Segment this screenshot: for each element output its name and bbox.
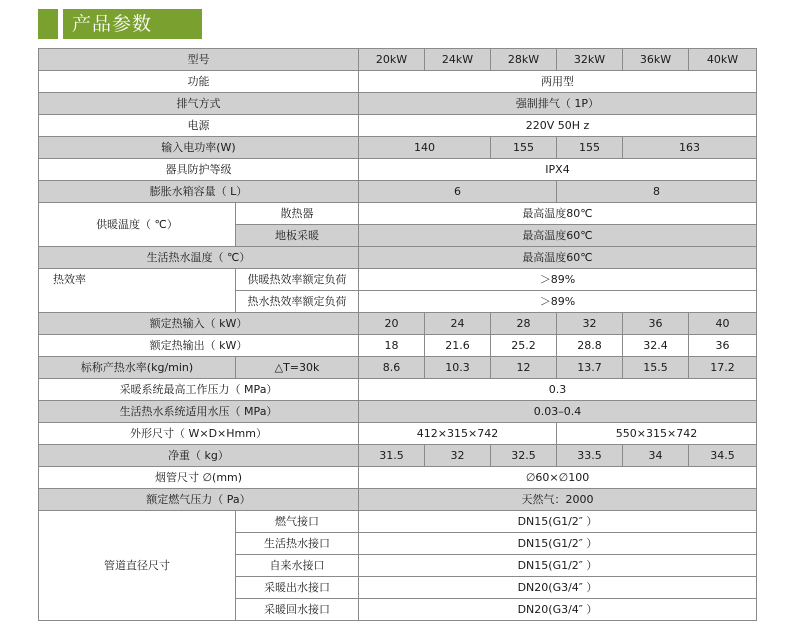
input-power-cell: 155 bbox=[557, 137, 623, 159]
radiator-value: 最高温度80℃ bbox=[359, 203, 757, 225]
heat-output-cell: 21.6 bbox=[425, 335, 491, 357]
row-tank bbox=[39, 181, 757, 203]
hot-water-temp-label: 生活热水温度（ ℃） bbox=[39, 247, 359, 269]
eff-heating-value: ＞89% bbox=[359, 269, 757, 291]
row-gas-pressure bbox=[39, 489, 757, 511]
row-heating-radiator bbox=[39, 203, 757, 225]
pipe-item-value: DN15(G1/2″ ） bbox=[359, 555, 757, 577]
flow-dt-label: △T=30k bbox=[236, 357, 359, 379]
weight-cell: 32 bbox=[425, 445, 491, 467]
heat-input-cell: 32 bbox=[557, 313, 623, 335]
weight-cell: 33.5 bbox=[557, 445, 623, 467]
row-function bbox=[39, 71, 757, 93]
gas-pressure-value: 天然气：2000 bbox=[359, 489, 757, 511]
pipe-item-label: 燃气接口 bbox=[236, 511, 359, 533]
heat-input-cell: 36 bbox=[623, 313, 689, 335]
pipe-label: 管道直径尺寸 bbox=[39, 511, 236, 621]
row-protection bbox=[39, 159, 757, 181]
model-label: 型号 bbox=[39, 49, 359, 71]
heat-output-cell: 32.4 bbox=[623, 335, 689, 357]
model-cell: 32kW bbox=[557, 49, 623, 71]
pipe-item-label: 自来水接口 bbox=[236, 555, 359, 577]
water-pressure-label: 生活热水系统适用水压（ MPa） bbox=[39, 401, 359, 423]
row-input-power bbox=[39, 137, 757, 159]
row-power bbox=[39, 115, 757, 137]
row-heating-pressure bbox=[39, 379, 757, 401]
exhaust-value: 强制排气（ 1P） bbox=[359, 93, 757, 115]
heat-input-cell: 20 bbox=[359, 313, 425, 335]
weight-cell: 32.5 bbox=[491, 445, 557, 467]
flow-cell: 10.3 bbox=[425, 357, 491, 379]
weight-cell: 34.5 bbox=[689, 445, 757, 467]
protection-value: IPX4 bbox=[359, 159, 757, 181]
section-header bbox=[38, 9, 268, 39]
power-value: 220V 50H z bbox=[359, 115, 757, 137]
function-value: 两用型 bbox=[359, 71, 757, 93]
dimensions-cell: 550×315×742 bbox=[557, 423, 757, 445]
flue-label: 烟管尺寸 ∅(mm) bbox=[39, 467, 359, 489]
tank-cell: 8 bbox=[557, 181, 757, 203]
flow-cell: 15.5 bbox=[623, 357, 689, 379]
spec-table bbox=[38, 48, 757, 621]
weight-cell: 34 bbox=[623, 445, 689, 467]
efficiency-label: 热效率 bbox=[39, 269, 236, 313]
row-flow bbox=[39, 357, 757, 379]
row-heat-input bbox=[39, 313, 757, 335]
flow-cell: 13.7 bbox=[557, 357, 623, 379]
weight-label: 净重（ kg） bbox=[39, 445, 359, 467]
dimensions-cell: 412×315×742 bbox=[359, 423, 557, 445]
flow-cell: 12 bbox=[491, 357, 557, 379]
model-cell: 36kW bbox=[623, 49, 689, 71]
heat-input-cell: 28 bbox=[491, 313, 557, 335]
flow-cell: 8.6 bbox=[359, 357, 425, 379]
pipe-item-label: 采暖回水接口 bbox=[236, 599, 359, 621]
row-water-pressure bbox=[39, 401, 757, 423]
eff-water-label: 热水热效率额定负荷 bbox=[236, 291, 359, 313]
pipe-item-value: DN15(G1/2″ ） bbox=[359, 511, 757, 533]
pipe-item-value: DN20(G3/4″ ） bbox=[359, 599, 757, 621]
pipe-item-label: 生活热水接口 bbox=[236, 533, 359, 555]
heating-pressure-label: 采暖系统最高工作压力（ MPa） bbox=[39, 379, 359, 401]
model-cell: 24kW bbox=[425, 49, 491, 71]
heat-input-cell: 24 bbox=[425, 313, 491, 335]
radiator-label: 散热器 bbox=[236, 203, 359, 225]
model-cell: 20kW bbox=[359, 49, 425, 71]
row-hot-water-temp bbox=[39, 247, 757, 269]
row-dimensions bbox=[39, 423, 757, 445]
input-power-cell: 163 bbox=[623, 137, 757, 159]
row-efficiency-heating bbox=[39, 269, 757, 291]
input-power-label: 输入电功率(W) bbox=[39, 137, 359, 159]
row-exhaust bbox=[39, 93, 757, 115]
exhaust-label: 排气方式 bbox=[39, 93, 359, 115]
power-label: 电源 bbox=[39, 115, 359, 137]
tank-label: 膨胀水箱容量（ L） bbox=[39, 181, 359, 203]
protection-label: 器具防护等级 bbox=[39, 159, 359, 181]
row-heat-output bbox=[39, 335, 757, 357]
flow-cell: 17.2 bbox=[689, 357, 757, 379]
row-pipe-gas bbox=[39, 511, 757, 533]
tank-cell: 6 bbox=[359, 181, 557, 203]
water-pressure-value: 0.03–0.4 bbox=[359, 401, 757, 423]
heat-output-cell: 18 bbox=[359, 335, 425, 357]
page-title: 产品参数 bbox=[66, 9, 202, 39]
model-cell: 40kW bbox=[689, 49, 757, 71]
input-power-cell: 140 bbox=[359, 137, 491, 159]
heat-input-label: 额定热输入（ kW） bbox=[39, 313, 359, 335]
heating-temp-label: 供暖温度（ ℃） bbox=[39, 203, 236, 247]
heat-output-cell: 36 bbox=[689, 335, 757, 357]
heat-output-cell: 28.8 bbox=[557, 335, 623, 357]
pipe-item-label: 采暖出水接口 bbox=[236, 577, 359, 599]
flow-label: 标称产热水率(kg/min) bbox=[39, 357, 236, 379]
heat-output-label: 额定热输出（ kW） bbox=[39, 335, 359, 357]
gas-pressure-label: 额定燃气压力（ Pa） bbox=[39, 489, 359, 511]
heat-output-cell: 25.2 bbox=[491, 335, 557, 357]
floor-label: 地板采暖 bbox=[236, 225, 359, 247]
eff-water-value: ＞89% bbox=[359, 291, 757, 313]
function-label: 功能 bbox=[39, 71, 359, 93]
heating-pressure-value: 0.3 bbox=[359, 379, 757, 401]
eff-heating-label: 供暖热效率额定负荷 bbox=[236, 269, 359, 291]
weight-cell: 31.5 bbox=[359, 445, 425, 467]
floor-value: 最高温度60℃ bbox=[359, 225, 757, 247]
heat-input-cell: 40 bbox=[689, 313, 757, 335]
row-model bbox=[39, 49, 757, 71]
flue-value: ∅60×∅100 bbox=[359, 467, 757, 489]
pipe-item-value: DN20(G3/4″ ） bbox=[359, 577, 757, 599]
input-power-cell: 155 bbox=[491, 137, 557, 159]
pipe-item-value: DN15(G1/2″ ） bbox=[359, 533, 757, 555]
row-flue bbox=[39, 467, 757, 489]
row-weight bbox=[39, 445, 757, 467]
hot-water-temp-value: 最高温度60℃ bbox=[359, 247, 757, 269]
model-cell: 28kW bbox=[491, 49, 557, 71]
header-accent-bar bbox=[38, 9, 58, 39]
dimensions-label: 外形尺寸（ W×D×Hmm） bbox=[39, 423, 359, 445]
